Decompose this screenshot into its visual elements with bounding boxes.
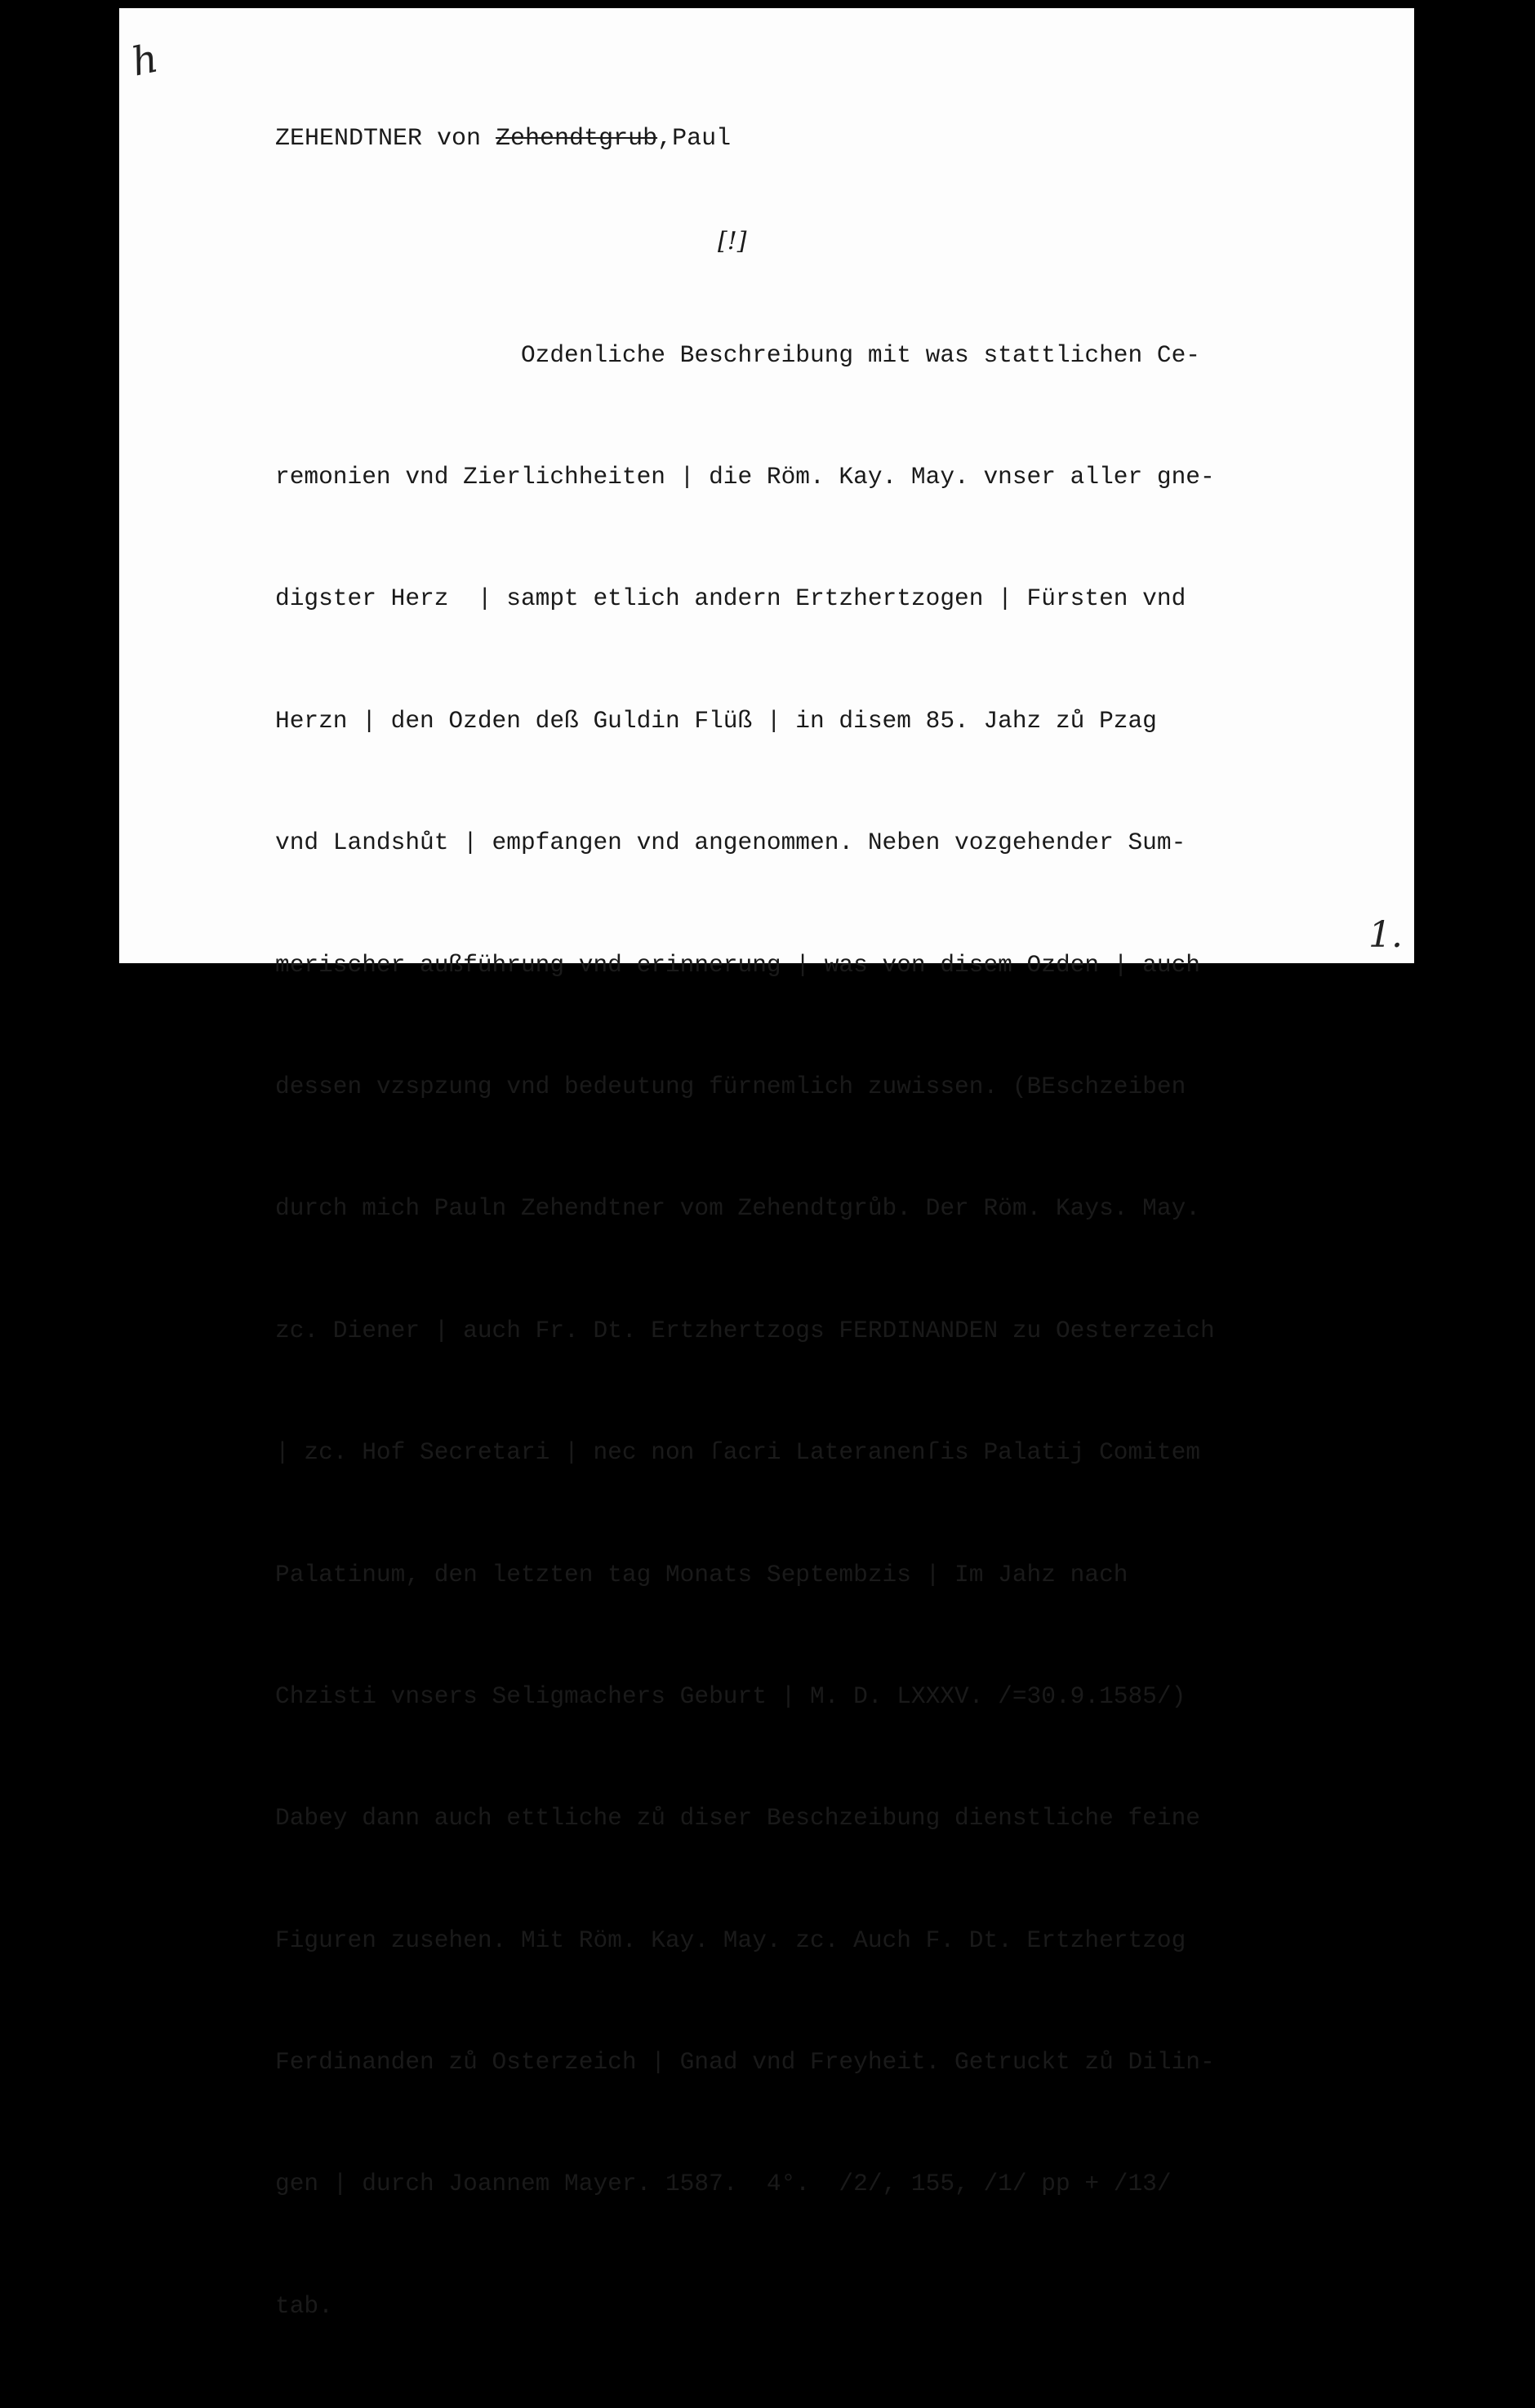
text-line: vnd Landshůt | empfangen vnd angenommen. Neben vozgehender Sum- bbox=[275, 829, 1186, 857]
struck-place-name: Zehendtgrub bbox=[496, 125, 658, 153]
text-line: gen | durch Joannem Mayer. 1587. 4°. /2/, 155, /1/ pp + /13/ bbox=[275, 2170, 1172, 2198]
text-line: durch mich Pauln Zehendtner vom Zehendtgrůb. Der Röm. Kays. May. bbox=[275, 1194, 1200, 1223]
text-line: tab. bbox=[275, 2291, 333, 2320]
text-line: Ferdinanden zů Osterzeich | Gnad vnd Freyheit. Getruckt zů Dilin- bbox=[275, 2048, 1215, 2077]
text-line: remonien vnd Zierlichheiten | die Röm. Kay. May. vnser aller gne- bbox=[275, 462, 1215, 491]
text-line: Ozdenliche Beschreibung mit was stattlichen Ce- bbox=[275, 340, 1200, 369]
handwritten-annotation: [!] bbox=[718, 227, 747, 255]
heading-connector: von bbox=[422, 125, 496, 153]
text-line: Herzn | den Ozden deß Guldin Flüß | in disem 85. Jahz zů Pzag bbox=[275, 706, 1157, 735]
text-line: merischer außführung vnd erinnerung | was von disem Ozden | auch bbox=[275, 950, 1200, 979]
page-number: 1. bbox=[1368, 914, 1403, 956]
text-line: Chzisti vnsers Seligmachers Geburt | M. D. LXXXV. /=30.9.1585/) bbox=[275, 1682, 1186, 1710]
text-line: Palatinum, den letzten tag Monats Septembzis | Im Jahz nach bbox=[275, 1560, 1128, 1588]
text-line: dessen vzspzung vnd bedeutung fürnemlich zuwissen. (BEschzeiben bbox=[275, 1072, 1186, 1100]
handwritten-corner-mark: h bbox=[127, 35, 162, 86]
title-transcription bbox=[275, 254, 1215, 2408]
text-line: Dabey dann auch ettliche zů diser Beschzeibung dienstliche feine bbox=[275, 1804, 1200, 1833]
text-line: digster Herz | sampt etlich andern Ertzhertzogen | Fürsten vnd bbox=[275, 584, 1186, 613]
author-given-name: ,Paul bbox=[657, 125, 732, 153]
text-line: zc. Diener | auch Fr. Dt. Ertzhertzogs FERDINANDEN zu Oesterzeich bbox=[275, 1316, 1215, 1344]
catalog-card bbox=[119, 8, 1414, 2320]
text-line: | zc. Hof Secretari | nec non ſacri Lateranenſis Palatij Comitem bbox=[275, 1438, 1200, 1467]
author-surname: ZEHENDTNER bbox=[275, 125, 423, 153]
text-line: Figuren zusehen. Mit Röm. Kay. May. zc. Auch F. Dt. Ertzhertzog bbox=[275, 1926, 1186, 1954]
entry-heading bbox=[275, 125, 731, 153]
